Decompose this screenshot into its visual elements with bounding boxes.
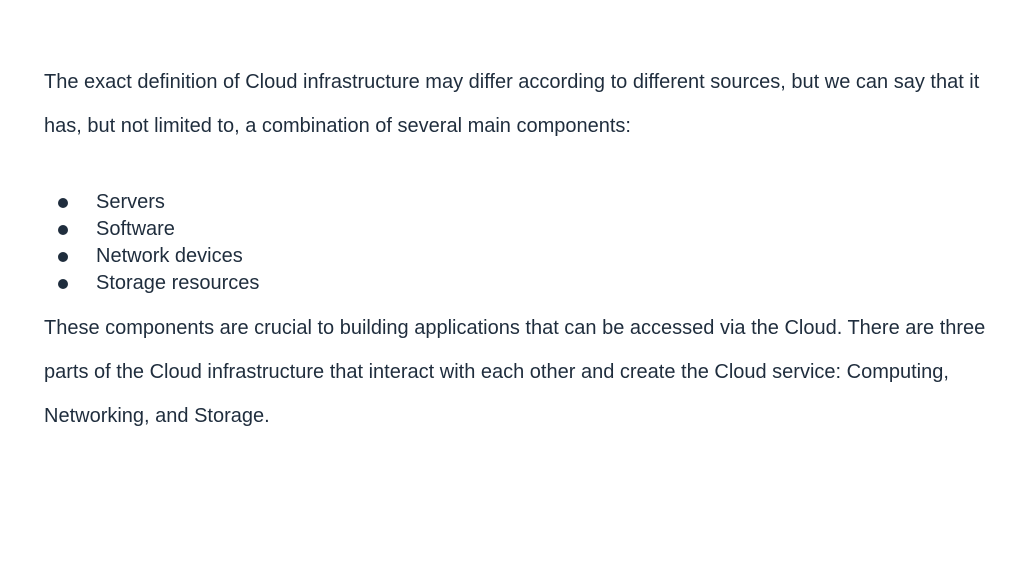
list-item-label: Software xyxy=(96,218,175,240)
components-list xyxy=(44,189,259,297)
list-item-label: Network devices xyxy=(96,245,243,267)
list-item xyxy=(44,243,259,270)
list-item-label: Servers xyxy=(96,191,165,213)
list-item xyxy=(44,216,259,243)
list-item xyxy=(44,270,259,297)
list-item-label: Storage resources xyxy=(96,272,260,294)
intro-paragraph: The exact definition of Cloud infrastructure may differ according to different sources, but we can say that it has, but not limited to, a combination of several main components: xyxy=(44,71,980,137)
conclusion-paragraph: These components are crucial to building applications that can be accessed via the Cloud. There are three parts of the Cloud infrastructure that interact with each other and create the Cloud service: Computing, Networking, and Storage. xyxy=(44,317,986,427)
list-item xyxy=(44,189,259,216)
bullet-icon xyxy=(58,198,68,208)
bullet-icon xyxy=(58,279,68,289)
bullet-icon xyxy=(58,252,68,262)
bullet-icon xyxy=(58,225,68,235)
